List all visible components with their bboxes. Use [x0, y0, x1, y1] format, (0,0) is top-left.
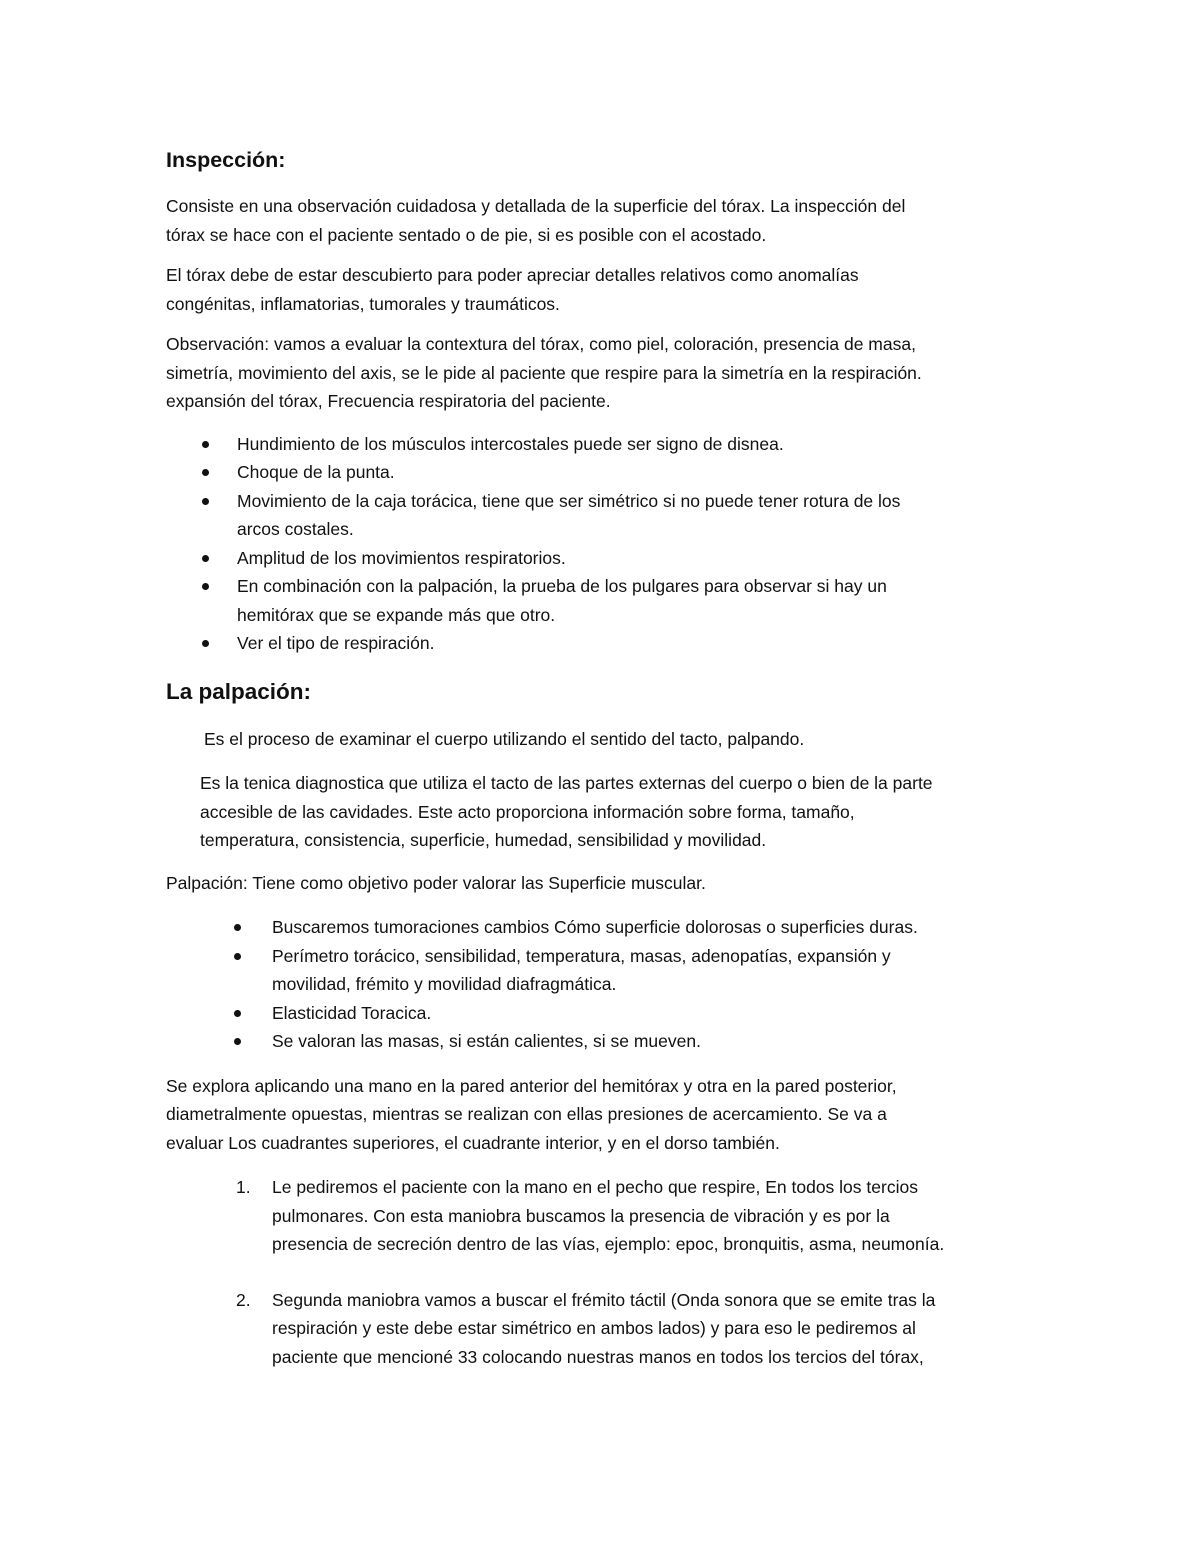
numbered-list-maniobras [166, 1173, 1036, 1371]
list-item: Amplitud de los movimientos respiratorios. [166, 544, 1036, 573]
paragraph-inspeccion-definicion [166, 192, 1036, 249]
text-line: Observación: vamos a evaluar la contextura del tórax, como piel, coloración, presencia de masa, [166, 334, 916, 354]
list-number: 2. [236, 1289, 251, 1310]
text-line: temperatura, consistencia, superficie, humedad, sensibilidad y movilidad. [200, 830, 767, 850]
bullet-icon [202, 583, 209, 590]
paragraph-palpacion-objetivo: Palpación: Tiene como objetivo poder valorar las Superficie muscular. [166, 872, 706, 893]
paragraph-palpacion-definicion: Es el proceso de examinar el cuerpo utilizando el sentido del tacto, palpando. [204, 728, 805, 749]
list-item: Buscaremos tumoraciones cambios Cómo superficie dolorosas o superficies duras. [166, 913, 1036, 942]
list-item: Se valoran las masas, si están calientes, si se mueven. [166, 1027, 1036, 1056]
bullet-icon [202, 469, 209, 476]
bullet-icon [234, 953, 241, 960]
bullet-icon [202, 441, 209, 448]
heading-palpacion: La palpación: [166, 678, 312, 704]
list-item: Elasticidad Toracica. [166, 999, 1036, 1028]
bullet-icon [234, 924, 241, 931]
paragraph-observacion [166, 330, 1036, 416]
text-line: El tórax debe de estar descubierto para poder apreciar detalles relativos como anomalías [166, 265, 859, 285]
text-line: expansión del tórax, Frecuencia respiratoria del paciente. [166, 391, 611, 411]
list-item: Choque de la punta. [166, 458, 1036, 487]
heading-inspeccion: Inspección: [166, 148, 286, 172]
list-item: 2. Segunda maniobra vamos a buscar el frémito táctil (Onda sonora que se emite tras la respiración y este debe estar simétrico en ambos lados) y para eso le pediremos al paciente que mencioné 33 colocando nuestras manos en todos los tercios del tórax, [166, 1286, 1036, 1372]
text-line: tórax se hace con el paciente sentado o de pie, si es posible con el acostado. [166, 224, 767, 245]
text-line: evaluar Los cuadrantes superiores, el cuadrante interior, y en el dorso también. [166, 1132, 780, 1153]
text-line: congénitas, inflamatorias, tumorales y traumáticos. [166, 293, 560, 314]
list-item: En combinación con la palpación, la prueba de los pulgares para observar si hay un hemitórax que se expande más que otro. [166, 572, 1036, 629]
text-line: simetría, movimiento del axis, se le pide al paciente que respire para la simetría en la respiración. [166, 362, 922, 383]
bullet-icon [202, 640, 209, 647]
bullet-icon [234, 1038, 241, 1045]
paragraph-tecnica-diagnostica [166, 769, 1036, 855]
bullet-icon [202, 498, 209, 505]
text-line: diametralmente opuestas, mientras se realizan con ellas presiones de acercamiento. Se va a [166, 1104, 887, 1124]
paragraph-exploracion [166, 1072, 1036, 1158]
list-item: Movimiento de la caja torácica, tiene que ser simétrico si no puede tener rotura de los arcos costales. [166, 487, 1036, 544]
bullet-list-inspeccion [166, 430, 1036, 658]
bullet-icon [202, 555, 209, 562]
text-line: Se explora aplicando una mano en la pared anterior del hemitórax y otra en la pared posterior, [166, 1075, 897, 1096]
bullet-icon [234, 1010, 241, 1017]
bullet-list-palpacion [166, 913, 1036, 1056]
list-item: Hundimiento de los músculos intercostales puede ser signo de disnea. [166, 430, 1036, 459]
list-item: 1. Le pediremos el paciente con la mano en el pecho que respire, En todos los tercios pulmonares. Con esta maniobra buscamos la presencia de vibración y es por la presencia de secreción dentro de las vías, ejemplo: epoc, bronquitis, asma, neumonía. [166, 1173, 1036, 1259]
text-line: accesible de las cavidades. Este acto proporciona información sobre forma, tamaño, [200, 801, 855, 822]
list-number: 1. [236, 1177, 251, 1197]
list-item: Perímetro torácico, sensibilidad, temperatura, masas, adenopatías, expansión y movilidad, frémito y movilidad diafragmática. [166, 942, 1036, 999]
document-body [166, 148, 1036, 1371]
list-item: Ver el tipo de respiración. [166, 629, 1036, 658]
paragraph-torax-descubierto [166, 261, 1036, 318]
text-line: Consiste en una observación cuidadosa y detallada de la superficie del tórax. La inspección del [166, 196, 906, 216]
text-line: Es la tenica diagnostica que utiliza el tacto de las partes externas del cuerpo o bien de la parte [200, 773, 933, 793]
